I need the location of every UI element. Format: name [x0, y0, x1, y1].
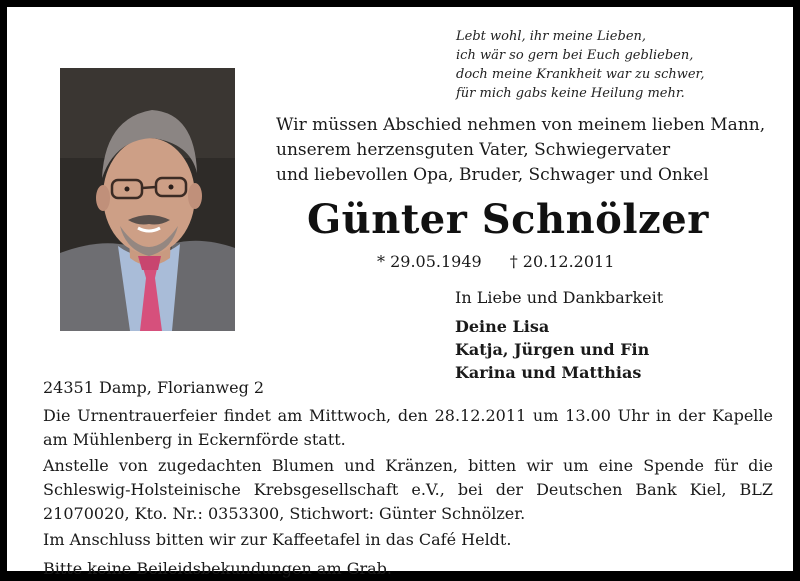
mourner-name: Katja, Jürgen und Fin — [455, 340, 650, 359]
death-date: † 20.12.2011 — [509, 252, 615, 271]
poem-line: für mich gabs keine Heilung mehr. — [456, 86, 685, 101]
poem-line: doch meine Krankheit war zu schwer, — [456, 67, 705, 82]
coffee-info: Im Anschluss bitten wir zur Kaffeetafel in das Café Heldt. — [43, 530, 512, 549]
thanks-line: In Liebe und Dankbarkeit — [455, 288, 664, 307]
details-block — [43, 376, 773, 581]
deceased-name: Günter Schnölzer — [307, 196, 709, 243]
donation-info: Anstelle von zugedachten Blumen und Kränzen, bitten wir um eine Spende für die Schleswig-Holsteinische Krebsgesellschaft e.V., bei der Deutschen Bank Kiel, BLZ 21070020, Kto. Nr.: 0353300, Stichwort: Günter Schnölzer. — [43, 456, 773, 523]
condolence-note: Bitte keine Beileidsbekundungen am Grab. — [43, 559, 392, 578]
obituary-card — [7, 7, 793, 578]
portrait-photo — [60, 68, 235, 331]
mourner-name: Deine Lisa — [455, 317, 550, 336]
address: 24351 Damp, Florianweg 2 — [43, 378, 265, 397]
poem-line: Lebt wohl, ihr meine Lieben, — [456, 29, 647, 44]
mourner-name: Karina und Matthias — [455, 363, 642, 382]
mourners-block — [455, 287, 663, 384]
farewell-poem — [456, 27, 704, 103]
intro-line: Wir müssen Abschied nehmen von meinem lieben Mann, — [276, 115, 766, 135]
intro-line: und liebevollen Opa, Bruder, Schwager und Onkel — [276, 165, 709, 185]
poem-line: ich wär so gern bei Euch geblieben, — [456, 48, 694, 63]
service-info: Die Urnentrauerfeier findet am Mittwoch, den 28.12.2011 um 13.00 Uhr in der Kapelle am Mühlenberg in Eckernförde statt. — [43, 406, 773, 449]
intro-line: unserem herzensguten Vater, Schwiegervater — [276, 140, 671, 160]
intro-text — [276, 113, 765, 188]
birth-date: * 29.05.1949 — [377, 252, 482, 271]
life-dates — [377, 252, 642, 271]
